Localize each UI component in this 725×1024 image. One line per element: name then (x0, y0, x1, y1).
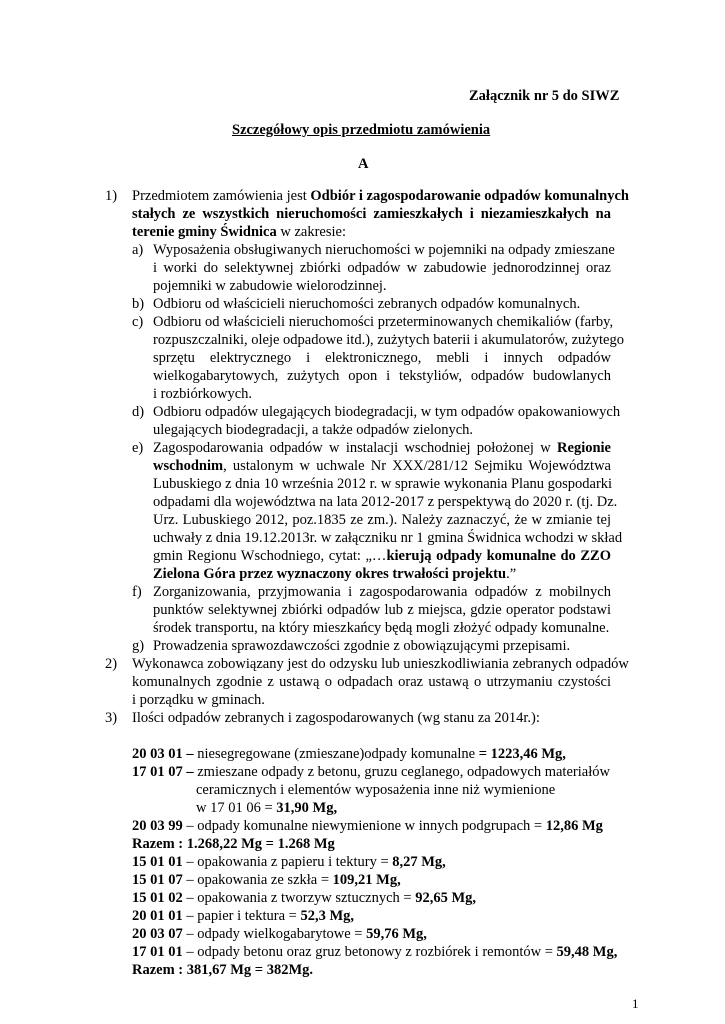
item-f-line-3: środek transportu, na który mieszkańcy będą mogli złożyć odpady komunalne. (153, 620, 610, 636)
waste-row-15-01-02: 15 01 02 – opakowania z tworzyw sztucznych = 92,65 Mg, (132, 890, 477, 906)
waste-row-15-01-07: 15 01 07 – opakowania ze szkła = 109,21 Mg, (132, 872, 401, 888)
item-b-marker: b) (132, 296, 145, 312)
list-number-3: 3) (105, 710, 118, 726)
item-d-marker: d) (132, 404, 145, 420)
waste-row-17-01-07-line-3: w 17 01 06 = 31,90 Mg, (196, 800, 338, 816)
item-d-line-2: ulegających biodegradacji, a także odpadów zielonych. (153, 422, 474, 438)
item-g-marker: g) (132, 638, 145, 654)
waste-row-20-03-99: 20 03 99 – odpady komunalne niewymienione w innych podgrupach = 12,86 Mg (132, 818, 603, 834)
item-f-marker: f) (132, 584, 142, 600)
p1-line-3: terenie gminy Świdnica w zakresie: (132, 224, 346, 240)
item-f-line-1: Zorganizowania, przyjmowania i zagospodarowania odpadów z mobilnych (153, 584, 611, 600)
item-c-line-2: rozpuszczalniki, oleje odpadowe itd.), zużytych baterii i akumulatorów, zużytego (153, 332, 624, 348)
item-e-marker: e) (132, 440, 144, 456)
page-subtitle: Szczegółowy opis przedmiotu zamówienia (232, 122, 491, 138)
item-c-line-3: sprzętu elektrycznego i elektronicznego, mebli i innych odpadów (153, 350, 611, 366)
waste-row-20-03-07: 20 03 07 – odpady wielkogabarytowe = 59,76 Mg, (132, 926, 427, 942)
item-a-line-2: i worki do selektywnej zbiórki odpadów w zabudowie jednorodzinnej oraz (153, 260, 611, 276)
waste-total-1: Razem : 1.268,22 Mg = 1.268 Mg (132, 836, 335, 852)
annex-title: Załącznik nr 5 do SIWZ (469, 88, 620, 104)
item-a-line-3: pojemniki w zabudowie wielorodzinnej. (153, 278, 387, 294)
p2-line-2: komunalnych zgodnie z ustawą o odpadach oraz ustawą o utrzymaniu czystości (132, 674, 611, 690)
item-e-line-6: uchwały z dnia 19.12.2013r. w załączniku nr 1 gmina Świdnica wchodzi w skład (153, 530, 623, 546)
item-e-line-5: Urz. Lubuskiego 2012, poz.1835 ze zm.). Należy zaznaczyć, że w zmianie tej (153, 512, 611, 528)
waste-row-20-03-01: 20 03 01 – niesegregowane (zmieszane)odpady komunalne = 1223,46 Mg, (132, 746, 566, 762)
p2-line-1: Wykonawca zobowiązany jest do odzysku lub unieszkodliwiania zebranych odpadów (132, 656, 629, 672)
p3-line-1: Ilości odpadów zebranych i zagospodarowanych (wg stanu za 2014r.): (132, 710, 540, 726)
waste-row-17-01-01: 17 01 01 – odpady betonu oraz gruz betonowy z rozbiórek i remontów = 59,48 Mg, (132, 944, 618, 960)
p1-line-2: stałych ze wszystkich nieruchomości zamieszkałych i niezamieszkałych na (132, 206, 611, 222)
item-c-line-1: Odbioru od właścicieli nieruchomości przeterminowanych chemikaliów (farby, (153, 314, 614, 330)
item-e-line-4: odpadami dla województwa na lata 2012-2017 z perspektywą do 2020 r. (tj. Dz. (153, 494, 618, 510)
p1-line-1: Przedmiotem zamówienia jest Odbiór i zagospodarowanie odpadów komunalnych (132, 188, 629, 204)
waste-row-17-01-07-line-2: ceramicznych i elementów wyposażenia inne niż wymienione (196, 782, 556, 798)
item-a-line-1: Wyposażenia obsługiwanych nieruchomości w pojemniki na odpady zmieszane (153, 242, 615, 258)
waste-total-2: Razem : 381,67 Mg = 382Mg. (132, 962, 314, 978)
section-letter: A (358, 156, 369, 172)
item-e-line-3: Lubuskiego z dnia 10 września 2012 r. w sprawie wykonania Planu gospodarki (153, 476, 613, 492)
page-number: 1 (632, 996, 639, 1011)
waste-row-17-01-07: 17 01 07 – zmieszane odpady z betonu, gruzu ceglanego, odpadowych materiałów (132, 764, 610, 780)
item-c-line-5: i rozbiórkowych. (153, 386, 253, 402)
item-b-line-1: Odbioru od właścicieli nieruchomości zebranych odpadów komunalnych. (153, 296, 581, 312)
item-e-line-2: wschodnim, ustalonym w uchwale Nr XXX/281/12 Sejmiku Województwa (153, 458, 611, 474)
item-a-marker: a) (132, 242, 144, 258)
item-c-marker: c) (132, 314, 144, 330)
list-number-2: 2) (105, 656, 118, 672)
item-e-line-1: Zagospodarowania odpadów w instalacji wschodniej położonej w Regionie (153, 440, 611, 456)
item-c-line-4: wielkogabarytowych, zużytych opon i tekstyliów, odpadów budowlanych (153, 368, 611, 384)
item-f-line-2: punktów selektywnej zbiórki odpadów lub z miejsca, gdzie operator podstawi (153, 602, 611, 618)
item-e-line-8: Zielona Góra przez wyznaczony okres trwałości projektu.” (153, 566, 517, 582)
p2-line-3: i porządku w gminach. (132, 692, 265, 708)
waste-row-15-01-01: 15 01 01 – opakowania z papieru i tektury = 8,27 Mg, (132, 854, 446, 870)
waste-row-20-01-01: 20 01 01 – papier i tektura = 52,3 Mg, (132, 908, 355, 924)
item-e-line-7: gmin Regionu Wschodniego, cytat: „…kierują odpady komunalne do ZZO (153, 548, 611, 564)
item-d-line-1: Odbioru odpadów ulegających biodegradacji, w tym odpadów opakowaniowych (153, 404, 621, 420)
list-number-1: 1) (105, 188, 118, 204)
item-g-line-1: Prowadzenia sprawozdawczości zgodnie z obowiązującymi przepisami. (153, 638, 571, 654)
